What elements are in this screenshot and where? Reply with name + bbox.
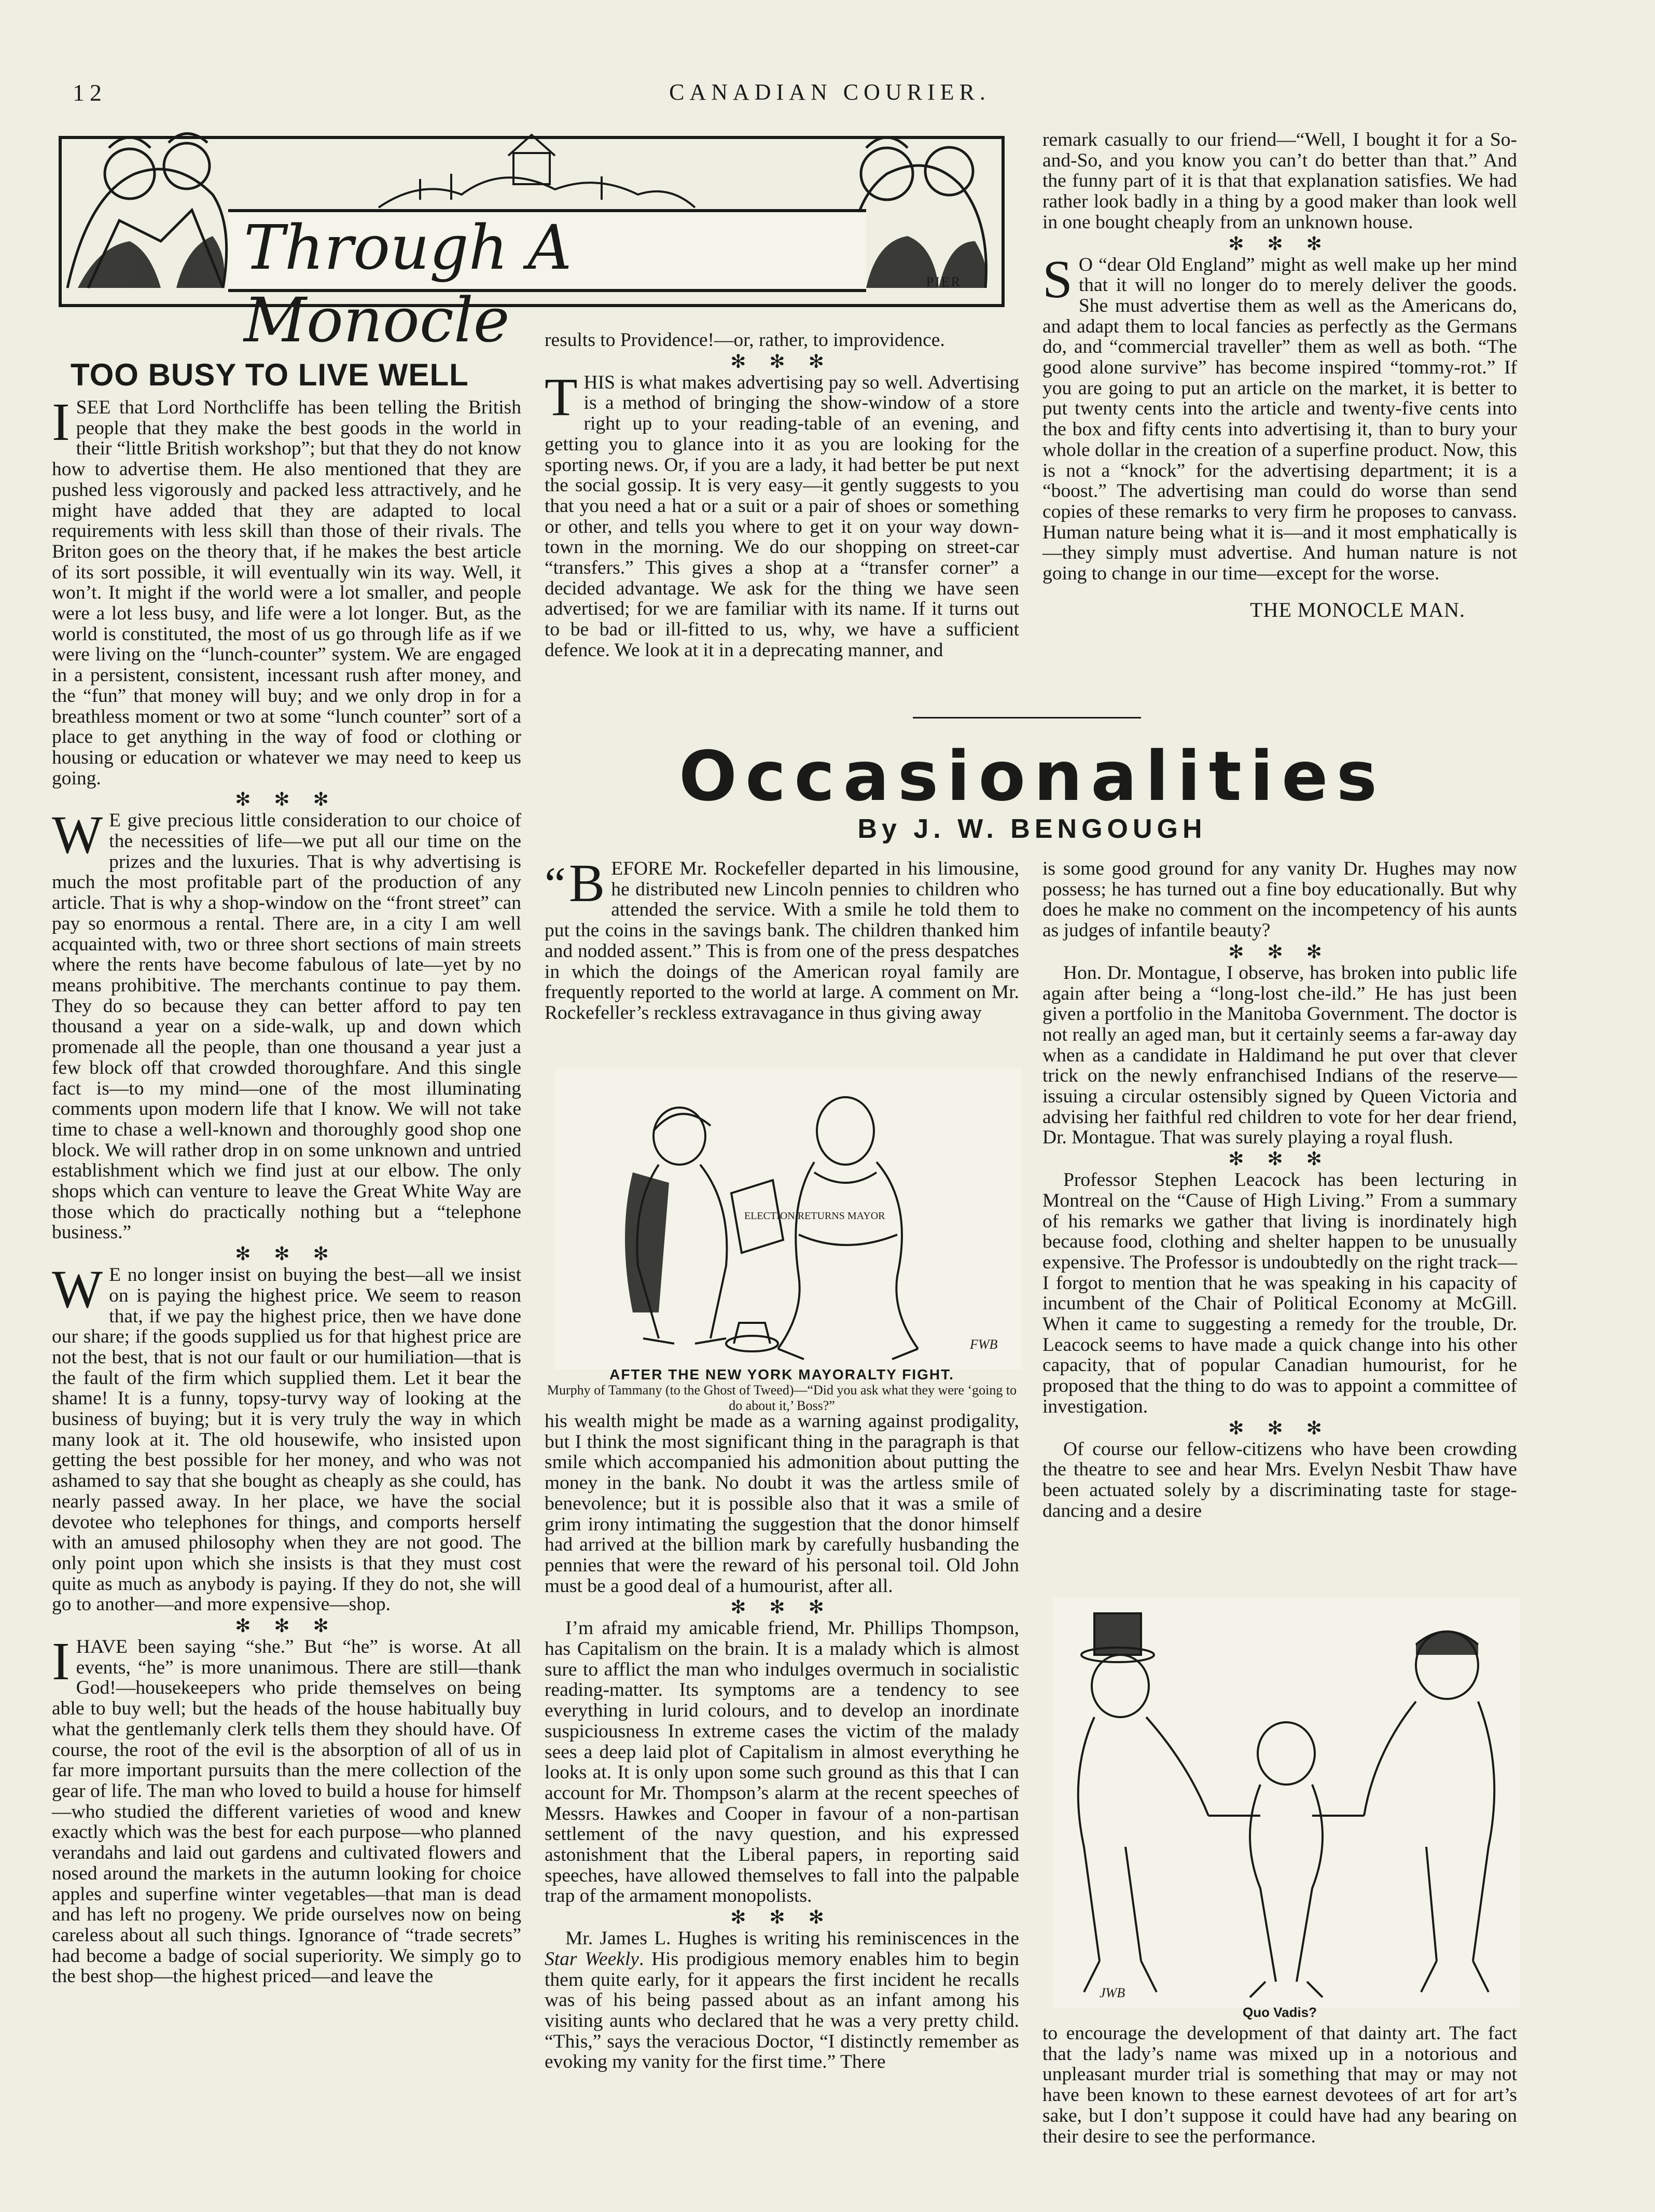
open-quote: “ (545, 858, 566, 910)
section-title: Occasionalities (678, 737, 1386, 817)
author-signature: THE MONOCLE MAN. (1250, 598, 1465, 621)
occasionalities-column-1-top (545, 853, 1019, 1024)
cartoon-artist-signature: FWB (970, 1337, 998, 1352)
paragraph: to encourage the development of that dainty art. The fact that the lady’s name was mixed up in a notorious and unpleasant murder trial is something that may or may not have been known to these earnest devotees of art for art’s sake, but I don’t suppose it could have had any bearing on their desire to see the performance. (1042, 2023, 1517, 2147)
drop-cap: I (52, 392, 70, 452)
paper-label: ELECTION RETURNS MAYOR (744, 1210, 885, 1222)
paragraph: Mr. James L. Hughes is writing his reminiscences in the Star Weekly. His prodigious memory enables him to begin them quite early, for it appears the first incident he recalls was of his being passed about as an infant among his visiting aunts who declared that he was a very pretty child. “This,” says the veracious Doctor, “I distinctly remember as evoking my vanity for the first time.” There (545, 1928, 1019, 2073)
banner-title: Through A Monocle (244, 212, 572, 356)
paragraph: Of course our fellow-citizens who have been crowding the theatre to see and hear Mrs. Evelyn Nesbit Thaw have been actuated solely by a discriminating taste for stage-dancing and a desire (1042, 1438, 1517, 1522)
paragraph: his wealth might be made as a warning against prodigality, but I think the most significant thing in the paragraph is that smile which accompanied his admonition about putting the money in the bank. No doubt it was the artless smile of benevolence; but it is possible also that it was a smile of grim irony intimating the suggestion that the donor himself had arrived at the billion mark by carefully husbanding the pennies that were the reward of his personal toil. Old John must be a good deal of a humourist, after all. (545, 1411, 1019, 1597)
running-head: CANADIAN COURIER. (669, 79, 991, 105)
section-ornament: ✻ ✻ ✻ (235, 1615, 338, 1637)
drop-cap: S (1042, 249, 1073, 309)
drop-cap: W (52, 1260, 103, 1320)
drop-cap: T (545, 367, 578, 427)
monocle-column-1 (52, 358, 521, 1987)
section-ornament: ✻ ✻ ✻ (235, 789, 338, 810)
quo-vadis-cartoon (1053, 1598, 1520, 2008)
paragraph: Hon. Dr. Montague, I observe, has broken into public life again after being a “long-lost che-ild.” He has just been given a portfolio in the Manitoba Government. The doctor is not really an aged man, but it certainly seems a far-away day when as a candidate in Haldimand he put over that clever trick on the newly enfranchised Indians of the reserve—issuing a circular ostensibly signed by Queen Victoria and advising her faithful red children to vote for her dear friend, Dr. Montague. That was surely playing a royal flush. (1042, 962, 1517, 1149)
section-ornament: ✻ ✻ ✻ (1228, 1149, 1331, 1170)
cartoon-caption (545, 1367, 1019, 1414)
monocle-column-3 (1042, 130, 1517, 620)
paragraph: W E no longer insist on buying the best—all we insist on is paying the highest price. We seem to reason that, if we pay the highest price, then we have done our share; if the goods supplied us for that highest price are not the best, that is not our fault or our humiliation—that is the fault of the firm which supplied them. Let it bear the shame! It is a funny, topsy-turvy way of looking at the business of buying; but it is very truly the way in which many look at it. The old housewife, who insisted upon getting the best possible for her money, and who was not ashamed to say that she bought as cheaply as she could, has nearly passed away. In her place, we have the social devotee who telephones for things, and comports herself with an amused philosophy when they are not good. The only point upon which she insists is that they must cost quite as much as anybody is paying. If they do not, she will go to another—and more expensive—shop. (52, 1260, 521, 1615)
section-ornament: ✻ ✻ ✻ (1228, 233, 1331, 254)
occasionalities-column-1-bottom (545, 1411, 1019, 2072)
paragraph: THIS is what makes advertising pay so well. Advertising is a method of bringing the show-window of a store right up to your reading-table of an evening, and getting you to glance into it as you are looking for the sporting news. Or, if you are a lady, it had better be put next the social gossip. It is very easy—it gently suggests to you that you need a hat or a suit or a pair of shoes or something or other, and tells you where to get it on your way down-town in the morning. We do our shopping on street-car “transfers.” This gives a shop at a “transfer corner” a decided advantage. We ask for the thing we have seen advertised; for we are familiar with its name. If it turns out to be bad or ill-fitted to us, why, we have a sufficient defence. We look at it in a deprecating manner, and (545, 367, 1019, 661)
article-title: TOO BUSY TO LIVE WELL (71, 357, 469, 392)
drop-cap: W (52, 805, 103, 865)
paragraph: I’m afraid my amicable friend, Mr. Phillips Thompson, has Capitalism on the brain. It is a malady which is almost sure to afflict the man who indulges overmuch in socialistic reading-matter. Its symptoms are a tendency to see everything in lurid colours, and to develop an inordinate suspiciousness In extreme cases the victim of the malady sees a deep laid plot of Capitalism in almost everything he looks at. It is only upon some such ground as this that I can account for Mr. Thompson’s alarm at the recent speeches of Messrs. Hawkes and Cooper in favour of a non-partisan settlement of the navy question, and his expressed astonishment that the Liberal papers, in reporting said speeches, have allowed themselves to fall into the palpable trap of the armament monopolists. (545, 1617, 1019, 1907)
paragraph: ISEE that Lord Northcliffe has been telling the British people that they make the best goods in the world in their “little British workshop”; but that they do not know how to advertise them. He also mentioned that they are pushed less vigorously and packed less attractively, and he might have added that they are adapted to local requirements with less skill than those of their rivals. The Briton goes on the theory that, if he makes the best article of its sort possible, it will eventually win its way. Well, it won’t. It might if the world were a lot smaller, and people were a lot less busy, and life were a lot longer. But, as the world is constituted, the most of us go through life as if we were living on the “lunch-counter” system. We are engaged in a persistent, consistent, incessant rush after money, and the “fun” that money will buy; and we only drop in for a breathless moment or two at some “lunch counter” sort of a place to get anything in the way of food or clothing or housing or education or whatever we may need to keep us going. (52, 392, 521, 789)
cartoon-caption: Quo Vadis? (1242, 2004, 1317, 2020)
paragraph: is some good ground for any vanity Dr. Hughes may now possess; he has turned out a fine boy educationally. But why does he make no comment on the incompetency of his aunts as judges of infantile beauty? (1042, 858, 1517, 942)
paragraph: S O “dear Old England” might as well make up her mind that it will no longer do to merely deliver the goods. She must advertise them as well as the Americans do, and adapt them to local fancies as perfectly as the Germans do, and “commercial traveller” them as well as both. “The good alone survive” has become inspired “tommy-rot.” If you are going to put an article on the market, it is better to put twenty cents into the article and twenty-five cents into the box and fifty cents into advertising it, than to bury your whole dollar in the creation of a superfine product. Now, this is not a “knock” for the advertising department; it is a “boost.” The advertising man could do worse than send copies of these remarks to very firm he proposes to canvass. Human nature being what it is—and it most emphatically is—they simply must advertise. And human nature is not going to change in our time—except for the worse. (1042, 249, 1517, 585)
section-rule (913, 717, 1141, 718)
occasionalities-column-2-top (1042, 859, 1517, 1521)
paragraph: Professor Stephen Leacock has been lecturing in Montreal on the “Cause of High Living.” From a summary of his remarks we gather that living is inordinately high because food, clothing and shelter happen to be unusually expensive. The Professor is undoubtedly on the right track—I forgot to mention that he was speaking in his capacity of incumbent of the Chair of Political Economy at McGill. When it came to suggesting a remedy for the trouble, Dr. Leacock seems to have made a quick change into his other capacity, that of popular Canadian humourist, for he proposed that the thing to do was to appoint a committee of investigation. (1042, 1169, 1517, 1417)
paragraph: results to Providence!—or, rather, to improvidence. (545, 329, 945, 351)
drop-cap: I (52, 1632, 70, 1692)
paragraph: “ B EFORE Mr. Rockefeller departed in his limousine, he distributed new Lincoln pennies to children who attended the service. With a smile he told them to put the coins in the savings bank. The children thanked him and nodded assent.” This is from one of the press despatches in which the doings of the American royal family are frequently reported to the world at large. A comment on Mr. Rockefeller’s reckless extravagance in thus giving away (545, 853, 1019, 1024)
cartoon-artist-signature: JWB (1100, 1985, 1125, 2000)
section-ornament: ✻ ✻ ✻ (730, 1597, 833, 1618)
paragraph: remark casually to our friend—“Well, I bought it for a So-and-So, and you know you can’t do better than that.” And the funny part of it is that that explanation satisfies. We had rather look badly in a thing by a good maker than look well in one bought cheaply from an unknown house. (1042, 129, 1517, 233)
cartoon-caption-text: Murphy of Tammany (to the Ghost of Tweed)—“Did you ask what they were ‘going to do about it,’ Boss?” (547, 1382, 1017, 1413)
occasionalities-column-2-bottom (1042, 2023, 1517, 2147)
section-ornament: ✻ ✻ ✻ (1228, 1417, 1331, 1439)
paragraph: IHAVE been saying “she.” But “he” is worse. At all events, “he” is more unanimous. There are still—thank God!—housekeepers who pride themselves on being able to buy well; but the heads of the house habitually buy what the gentlemanly clerk tells them they should have. Of course, the root of the evil is the absorption of all of us in far more important pursuits than the mere collection of the gear of life. The man who loved to build a house for himself—who studied the different varieties of wood and knew exactly which was the best for each purpose—who planned verandahs and laid out gardens and cultivated flowers and nosed around the markets in the autumn looking for choice apples and superfine winter vegetables—that man is dead and has left no progeny. We pride ourselves now on being careless about all such things. Ignorance of “trade secrets” had become a badge of social superiority. We simply go to the best shop—the highest priced—and leave the (52, 1632, 521, 1987)
section-ornament: ✻ ✻ ✻ (235, 1243, 338, 1265)
monocle-column-2 (545, 330, 1019, 661)
cartoon-caption-title: AFTER THE NEW YORK MAYORALTY FIGHT. (609, 1366, 954, 1382)
section-ornament: ✻ ✻ ✻ (730, 1907, 833, 1928)
section-ornament: ✻ ✻ ✻ (730, 351, 833, 372)
page-number: 12 (73, 79, 107, 106)
drop-cap: B (568, 853, 605, 913)
banner-artist-signature: PIER (926, 274, 962, 289)
byline: By J. W. BENGOUGH (857, 814, 1207, 844)
section-ornament: ✻ ✻ ✻ (1228, 941, 1331, 962)
paragraph: W E give precious little consideration to our choice of the necessities of life—we put all our time on the prizes and the luxuries. That is why advertising is much the most profitable part of the production of any article. That is why a shop-window on the “front street” can pay so enormous a rental. There are, in a city I am well acquainted with, two or three short sections of main streets where the rents have become fabulous of late—yet by no means prohibitive. The merchants continue to pay them. They do so because they can better afford to pay ten thousand a year on a side-walk, up and down which promenade all the people, than one thousand a year just a few block off that crowded thoroughfare. And this single fact is—to my mind—one of the most illuminating comments upon modern life that I know. We will not take time to chase a well-known and thoroughly good shop one block. We will rather drop in on some unknown and untried establishment which we find just at our elbow. The only shops which can venture to leave the Great White Way are those which do practically nothing but a “telephone business.” (52, 805, 521, 1243)
mayoralty-cartoon (555, 1069, 1022, 1370)
